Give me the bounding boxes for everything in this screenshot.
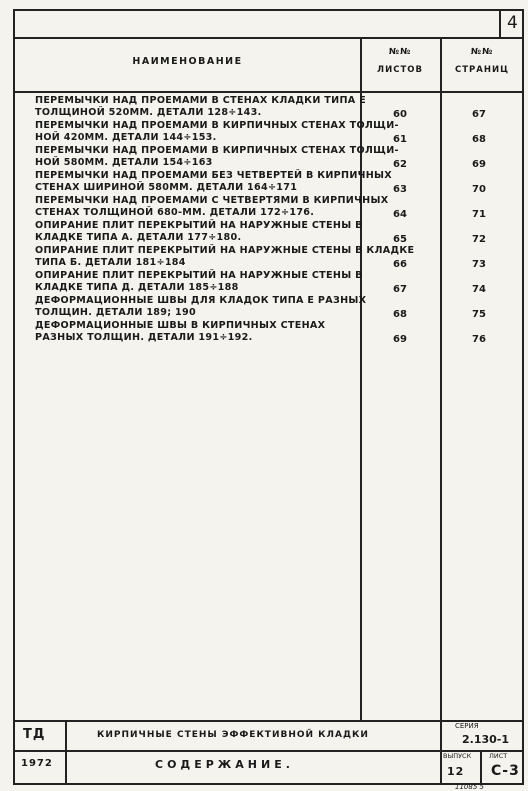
row-title-line: ПЕРЕМЫЧКИ НАД ПРОЕМАМИ В КИРПИЧНЫХ СТЕНАХ ТОЛЩИ-	[35, 120, 399, 131]
header-sheets: №№ ЛИСТОВ	[377, 47, 423, 75]
row-sheet-number: 66	[393, 259, 407, 270]
row-sheet-number: 60	[393, 109, 407, 120]
row-title-line: ДЕФОРМАЦИОННЫЕ ШВЫ В КИРПИЧНЫХ СТЕНАХ	[35, 320, 326, 331]
sheet-label: ЛИСТ	[489, 752, 508, 760]
table-row	[15, 95, 522, 120]
table-row	[15, 295, 522, 320]
title-block-year: 1972	[21, 758, 53, 769]
row-page-number: 76	[472, 334, 486, 345]
row-sheet-number: 68	[393, 309, 407, 320]
page-number-box	[499, 11, 524, 37]
row-title	[35, 295, 365, 319]
row-title-line: ПЕРЕМЫЧКИ НАД ПРОЕМАМИ С ЧЕТВЕРТЯМИ В КИРПИЧНЫХ	[35, 195, 389, 206]
row-title	[35, 145, 399, 169]
row-page-number: 72	[472, 234, 486, 245]
table-row	[15, 270, 522, 295]
title-block-code: ТД	[23, 727, 46, 742]
row-sheet-number: 62	[393, 159, 407, 170]
row-title-line: ТОЛЩИНОЙ 520ММ. ДЕТАЛИ 128÷143.	[35, 107, 262, 119]
header-pages: №№ СТРАНИЦ	[455, 47, 509, 75]
table-row	[15, 145, 522, 170]
row-title-line: СТЕНАХ ШИРИНОЙ 580ММ. ДЕТАЛИ 164÷171	[35, 182, 298, 194]
row-title	[35, 270, 365, 294]
row-title-line: КЛАДКЕ ТИПА А. ДЕТАЛИ 177÷180.	[35, 232, 242, 244]
table-row	[15, 195, 522, 220]
row-page-number: 68	[472, 134, 486, 145]
row-page-number: 70	[472, 184, 486, 195]
row-title-line: ПЕРЕМЫЧКИ НАД ПРОЕМАМИ В КИРПИЧНЫХ СТЕНАХ ТОЛЩИ-	[35, 145, 399, 156]
title-block-description: КИРПИЧНЫЕ СТЕНЫ ЭФФЕКТИВНОЙ КЛАДКИ	[97, 730, 369, 740]
page-number: 4	[507, 13, 518, 33]
row-page-number: 73	[472, 259, 486, 270]
row-title-line: НОЙ 420ММ. ДЕТАЛИ 144÷153.	[35, 132, 217, 144]
row-sheet-number: 61	[393, 134, 407, 145]
row-sheet-number: 67	[393, 284, 407, 295]
row-title-line: РАЗНЫХ ТОЛЩИН. ДЕТАЛИ 191÷192.	[35, 332, 253, 344]
row-page-number: 74	[472, 284, 486, 295]
row-title-line: НОЙ 580ММ. ДЕТАЛИ 154÷163	[35, 157, 213, 169]
row-title-line: ПЕРЕМЫЧКИ НАД ПРОЕМАМИ В СТЕНАХ КЛАДКИ ТИПА Е	[35, 95, 367, 106]
drawing-sheet	[13, 9, 524, 785]
row-title	[35, 95, 365, 119]
series-label: СЕРИЯ	[455, 722, 479, 730]
row-title	[35, 220, 365, 244]
table-row	[15, 320, 522, 345]
row-title-line: ОПИРАНИЕ ПЛИТ ПЕРЕКРЫТИЙ НА НАРУЖНЫЕ СТЕНЫ В КЛАДКЕ	[35, 245, 415, 256]
table-row	[15, 220, 522, 245]
row-sheet-number: 63	[393, 184, 407, 195]
row-page-number: 69	[472, 159, 486, 170]
row-sheet-number: 69	[393, 334, 407, 345]
footer-note: 11085 5	[455, 783, 484, 791]
row-title	[35, 320, 365, 344]
issue-value: 12	[447, 765, 465, 778]
row-sheet-number: 65	[393, 234, 407, 245]
row-title-line: ТИПА Б. ДЕТАЛИ 181÷184	[35, 257, 186, 269]
row-title-line: КЛАДКЕ ТИПА Д. ДЕТАЛИ 185÷188	[35, 282, 239, 294]
row-page-number: 71	[472, 209, 486, 220]
row-title	[35, 195, 389, 219]
row-title-line: ТОЛЩИН. ДЕТАЛИ 189; 190	[35, 307, 196, 319]
row-title	[35, 120, 399, 144]
sheet-value: С-3	[491, 763, 520, 779]
row-sheet-number: 64	[393, 209, 407, 220]
contents-table	[15, 95, 522, 695]
issue-label: ВЫПУСК	[443, 752, 472, 760]
table-row	[15, 120, 522, 145]
header-name: НАИМЕНОВАНИЕ	[132, 56, 243, 67]
table-row	[15, 170, 522, 195]
title-block-title: СОДЕРЖАНИЕ.	[155, 758, 294, 771]
row-title	[35, 170, 392, 194]
row-title-line: ОПИРАНИЕ ПЛИТ ПЕРЕКРЫТИЙ НА НАРУЖНЫЕ СТЕНЫ В	[35, 220, 363, 231]
row-title-line: ПЕРЕМЫЧКИ НАД ПРОЕМАМИ БЕЗ ЧЕТВЕРТЕЙ В КИРПИЧНЫХ	[35, 170, 392, 181]
row-title-line: СТЕНАХ ТОЛЩИНОЙ 680-ММ. ДЕТАЛИ 172÷176.	[35, 207, 315, 219]
row-page-number: 67	[472, 109, 486, 120]
row-title-line: ОПИРАНИЕ ПЛИТ ПЕРЕКРЫТИЙ НА НАРУЖНЫЕ СТЕНЫ В	[35, 270, 363, 281]
row-page-number: 75	[472, 309, 486, 320]
series-value: 2.130-1	[462, 733, 510, 746]
row-title-line: ДЕФОРМАЦИОННЫЕ ШВЫ ДЛЯ КЛАДОК ТИПА Е РАЗНЫХ	[35, 295, 367, 306]
table-row	[15, 245, 522, 270]
